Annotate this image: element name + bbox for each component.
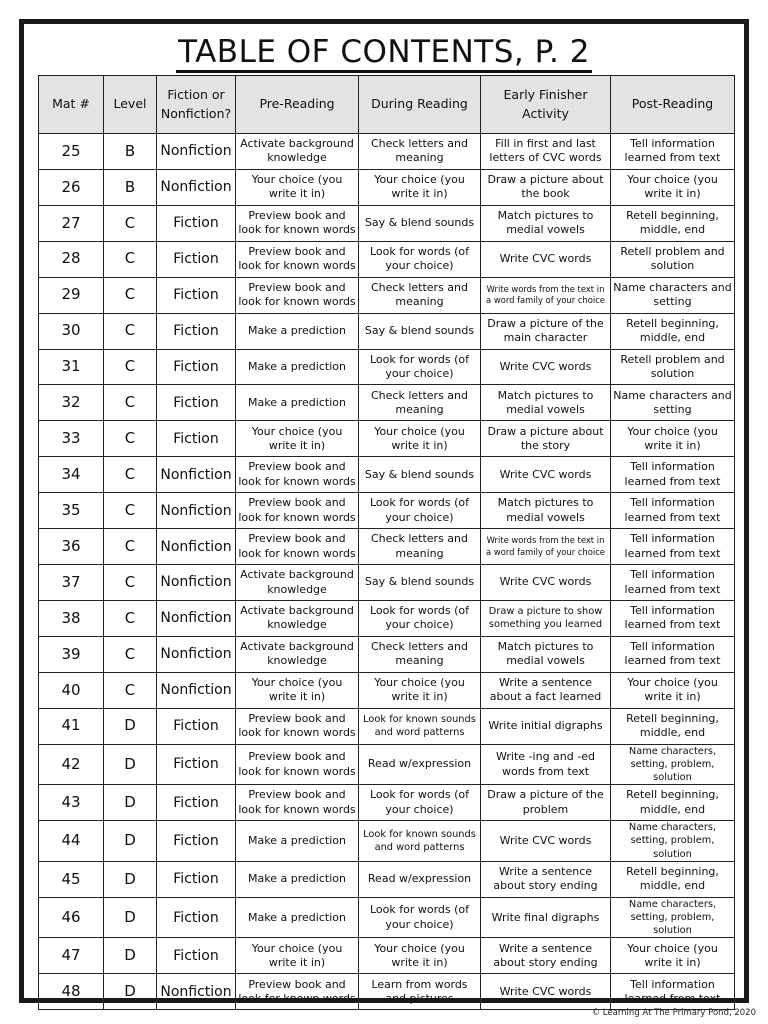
cell-post-reading: Retell problem and solution: [611, 349, 735, 385]
cell-during-reading: Say & blend sounds: [359, 565, 481, 601]
cell-pre-reading: Make a prediction: [236, 313, 359, 349]
table-row: [39, 457, 735, 493]
table-row: [39, 708, 735, 744]
cell-during-reading: Look for words (of your choice): [359, 349, 481, 385]
cell-post-reading: Retell beginning, middle, end: [611, 708, 735, 744]
cell-during-reading: Look for known sounds and word patterns: [359, 821, 481, 862]
cell-fiction-type: Fiction: [157, 861, 236, 897]
table-row: [39, 897, 735, 938]
cell-pre-reading: Your choice (you write it in): [236, 938, 359, 974]
cell-post-reading: Name characters and setting: [611, 385, 735, 421]
page-title: TABLE OF CONTENTS, P. 2: [24, 34, 744, 70]
cell-level: D: [104, 821, 157, 862]
cell-fiction-type: Nonfiction: [157, 169, 236, 205]
cell-pre-reading: Preview book and look for known words: [236, 205, 359, 241]
cell-mat-number: 47: [39, 938, 104, 974]
cell-post-reading: Tell information learned from text: [611, 565, 735, 601]
table-header-row: [39, 76, 735, 134]
header-early-finisher: Early Finisher Activity: [481, 76, 611, 134]
cell-post-reading: Retell beginning, middle, end: [611, 313, 735, 349]
cell-level: C: [104, 529, 157, 565]
cell-early-finisher: Match pictures to medial vowels: [481, 205, 611, 241]
cell-fiction-type: Fiction: [157, 897, 236, 938]
cell-early-finisher: Write CVC words: [481, 457, 611, 493]
cell-level: C: [104, 493, 157, 529]
cell-during-reading: Look for words (of your choice): [359, 600, 481, 636]
cell-level: D: [104, 938, 157, 974]
cell-mat-number: 43: [39, 785, 104, 821]
cell-post-reading: Tell information learned from text: [611, 600, 735, 636]
cell-pre-reading: Make a prediction: [236, 861, 359, 897]
cell-fiction-type: Nonfiction: [157, 565, 236, 601]
cell-level: D: [104, 897, 157, 938]
cell-mat-number: 44: [39, 821, 104, 862]
cell-pre-reading: Activate background knowledge: [236, 600, 359, 636]
cell-level: C: [104, 421, 157, 457]
cell-during-reading: Read w/expression: [359, 744, 481, 785]
table-row: [39, 529, 735, 565]
cell-post-reading: Retell beginning, middle, end: [611, 785, 735, 821]
cell-early-finisher: Draw a picture to show something you learned: [481, 600, 611, 636]
table-row: [39, 134, 735, 170]
header-level: Level: [104, 76, 157, 134]
cell-pre-reading: Preview book and look for known words: [236, 529, 359, 565]
cell-mat-number: 41: [39, 708, 104, 744]
cell-fiction-type: Fiction: [157, 385, 236, 421]
cell-post-reading: Name characters, setting, problem, solution: [611, 897, 735, 938]
cell-early-finisher: Match pictures to medial vowels: [481, 385, 611, 421]
table-row: [39, 672, 735, 708]
cell-early-finisher: Write words from the text in a word family of your choice: [481, 277, 611, 313]
table-row: [39, 349, 735, 385]
cell-level: C: [104, 636, 157, 672]
cell-during-reading: Look for words (of your choice): [359, 897, 481, 938]
cell-fiction-type: Fiction: [157, 313, 236, 349]
cell-fiction-type: Nonfiction: [157, 974, 236, 1010]
cell-early-finisher: Write CVC words: [481, 241, 611, 277]
cell-fiction-type: Fiction: [157, 349, 236, 385]
cell-level: C: [104, 457, 157, 493]
cell-mat-number: 33: [39, 421, 104, 457]
table-row: [39, 169, 735, 205]
table-row: [39, 277, 735, 313]
cell-mat-number: 27: [39, 205, 104, 241]
table-row: [39, 385, 735, 421]
cell-during-reading: Check letters and meaning: [359, 385, 481, 421]
cell-fiction-type: Nonfiction: [157, 600, 236, 636]
copyright-notice: © Learning At The Primary Pond, 2020: [591, 1008, 756, 1018]
header-during-reading: During Reading: [359, 76, 481, 134]
cell-level: C: [104, 349, 157, 385]
cell-level: C: [104, 600, 157, 636]
cell-mat-number: 32: [39, 385, 104, 421]
cell-level: C: [104, 241, 157, 277]
table-row: [39, 313, 735, 349]
cell-during-reading: Look for words (of your choice): [359, 493, 481, 529]
cell-mat-number: 42: [39, 744, 104, 785]
cell-during-reading: Look for words (of your choice): [359, 241, 481, 277]
cell-post-reading: Name characters, setting, problem, solution: [611, 821, 735, 862]
cell-pre-reading: Preview book and look for known words: [236, 493, 359, 529]
cell-fiction-type: Fiction: [157, 785, 236, 821]
cell-early-finisher: Write a sentence about a fact learned: [481, 672, 611, 708]
cell-mat-number: 28: [39, 241, 104, 277]
cell-early-finisher: Fill in first and last letters of CVC words: [481, 134, 611, 170]
cell-post-reading: Retell beginning, middle, end: [611, 861, 735, 897]
cell-post-reading: Your choice (you write it in): [611, 938, 735, 974]
cell-pre-reading: Preview book and look for known words: [236, 744, 359, 785]
cell-level: C: [104, 385, 157, 421]
cell-post-reading: Retell beginning, middle, end: [611, 205, 735, 241]
cell-during-reading: Learn from words and pictures: [359, 974, 481, 1010]
cell-pre-reading: Activate background knowledge: [236, 134, 359, 170]
cell-level: C: [104, 672, 157, 708]
cell-fiction-type: Fiction: [157, 744, 236, 785]
cell-post-reading: Your choice (you write it in): [611, 421, 735, 457]
cell-pre-reading: Your choice (you write it in): [236, 169, 359, 205]
cell-fiction-type: Fiction: [157, 421, 236, 457]
cell-during-reading: Check letters and meaning: [359, 277, 481, 313]
cell-post-reading: Tell information learned from text: [611, 457, 735, 493]
cell-during-reading: Check letters and meaning: [359, 529, 481, 565]
cell-post-reading: Tell information learned from text: [611, 529, 735, 565]
cell-fiction-type: Fiction: [157, 205, 236, 241]
header-post-reading: Post-Reading: [611, 76, 735, 134]
cell-early-finisher: Write final digraphs: [481, 897, 611, 938]
cell-during-reading: Read w/expression: [359, 861, 481, 897]
table-row: [39, 785, 735, 821]
cell-fiction-type: Nonfiction: [157, 457, 236, 493]
cell-level: D: [104, 744, 157, 785]
cell-mat-number: 46: [39, 897, 104, 938]
cell-mat-number: 37: [39, 565, 104, 601]
cell-early-finisher: Write a sentence about story ending: [481, 861, 611, 897]
cell-early-finisher: Write a sentence about story ending: [481, 938, 611, 974]
cell-during-reading: Check letters and meaning: [359, 636, 481, 672]
cell-during-reading: Say & blend sounds: [359, 205, 481, 241]
cell-post-reading: Tell information learned from text: [611, 493, 735, 529]
table-row: [39, 241, 735, 277]
header-pre-reading: Pre-Reading: [236, 76, 359, 134]
cell-early-finisher: Draw a picture about the book: [481, 169, 611, 205]
cell-pre-reading: Your choice (you write it in): [236, 672, 359, 708]
cell-level: C: [104, 313, 157, 349]
cell-pre-reading: Make a prediction: [236, 897, 359, 938]
cell-pre-reading: Preview book and look for known words: [236, 974, 359, 1010]
cell-early-finisher: Write CVC words: [481, 349, 611, 385]
cell-mat-number: 34: [39, 457, 104, 493]
cell-pre-reading: Make a prediction: [236, 821, 359, 862]
cell-post-reading: Tell information learned from text: [611, 134, 735, 170]
cell-early-finisher: Write CVC words: [481, 821, 611, 862]
cell-early-finisher: Match pictures to medial vowels: [481, 636, 611, 672]
cell-mat-number: 35: [39, 493, 104, 529]
cell-post-reading: Tell information learned from text: [611, 636, 735, 672]
cell-level: C: [104, 205, 157, 241]
cell-pre-reading: Make a prediction: [236, 349, 359, 385]
cell-pre-reading: Activate background knowledge: [236, 565, 359, 601]
cell-early-finisher: Write initial digraphs: [481, 708, 611, 744]
cell-level: B: [104, 134, 157, 170]
cell-level: D: [104, 708, 157, 744]
cell-level: D: [104, 974, 157, 1010]
cell-early-finisher: Draw a picture about the story: [481, 421, 611, 457]
table-row: [39, 744, 735, 785]
cell-pre-reading: Preview book and look for known words: [236, 785, 359, 821]
cell-during-reading: Look for known sounds and word patterns: [359, 708, 481, 744]
cell-mat-number: 48: [39, 974, 104, 1010]
cell-early-finisher: Draw a picture of the main character: [481, 313, 611, 349]
cell-mat-number: 25: [39, 134, 104, 170]
cell-early-finisher: Write CVC words: [481, 565, 611, 601]
header-fiction-nonfiction: Fiction or Nonfiction?: [157, 76, 236, 134]
table-row: [39, 821, 735, 862]
table-row: [39, 205, 735, 241]
cell-fiction-type: Fiction: [157, 938, 236, 974]
cell-early-finisher: Match pictures to medial vowels: [481, 493, 611, 529]
cell-early-finisher: Draw a picture of the problem: [481, 785, 611, 821]
cell-level: C: [104, 277, 157, 313]
cell-mat-number: 36: [39, 529, 104, 565]
table-row: [39, 636, 735, 672]
cell-pre-reading: Activate background knowledge: [236, 636, 359, 672]
header-mat-number: Mat #: [39, 76, 104, 134]
cell-fiction-type: Nonfiction: [157, 493, 236, 529]
page-frame: [19, 19, 749, 1003]
cell-during-reading: Say & blend sounds: [359, 313, 481, 349]
cell-mat-number: 29: [39, 277, 104, 313]
table-row: [39, 493, 735, 529]
contents-table: [38, 75, 735, 1010]
cell-mat-number: 40: [39, 672, 104, 708]
cell-early-finisher: Write words from the text in a word family of your choice: [481, 529, 611, 565]
cell-pre-reading: Preview book and look for known words: [236, 708, 359, 744]
cell-during-reading: Check letters and meaning: [359, 134, 481, 170]
cell-level: D: [104, 785, 157, 821]
cell-mat-number: 45: [39, 861, 104, 897]
cell-fiction-type: Nonfiction: [157, 636, 236, 672]
cell-mat-number: 39: [39, 636, 104, 672]
table-row: [39, 600, 735, 636]
cell-during-reading: Your choice (you write it in): [359, 421, 481, 457]
cell-pre-reading: Preview book and look for known words: [236, 457, 359, 493]
cell-fiction-type: Nonfiction: [157, 672, 236, 708]
table-row: [39, 565, 735, 601]
cell-fiction-type: Fiction: [157, 821, 236, 862]
cell-during-reading: Look for words (of your choice): [359, 785, 481, 821]
cell-pre-reading: Preview book and look for known words: [236, 241, 359, 277]
cell-early-finisher: Write -ing and -ed words from text: [481, 744, 611, 785]
table-row: [39, 861, 735, 897]
cell-pre-reading: Make a prediction: [236, 385, 359, 421]
cell-post-reading: Tell information learned from text: [611, 974, 735, 1010]
cell-during-reading: Say & blend sounds: [359, 457, 481, 493]
table-row: [39, 974, 735, 1010]
cell-post-reading: Name characters, setting, problem, solution: [611, 744, 735, 785]
cell-fiction-type: Nonfiction: [157, 529, 236, 565]
cell-during-reading: Your choice (you write it in): [359, 672, 481, 708]
cell-fiction-type: Fiction: [157, 708, 236, 744]
cell-pre-reading: Preview book and look for known words: [236, 277, 359, 313]
cell-fiction-type: Nonfiction: [157, 134, 236, 170]
cell-post-reading: Name characters and setting: [611, 277, 735, 313]
cell-early-finisher: Write CVC words: [481, 974, 611, 1010]
cell-fiction-type: Fiction: [157, 241, 236, 277]
table-row: [39, 421, 735, 457]
table-row: [39, 938, 735, 974]
cell-pre-reading: Your choice (you write it in): [236, 421, 359, 457]
cell-post-reading: Your choice (you write it in): [611, 169, 735, 205]
cell-level: B: [104, 169, 157, 205]
cell-post-reading: Your choice (you write it in): [611, 672, 735, 708]
cell-mat-number: 30: [39, 313, 104, 349]
cell-level: D: [104, 861, 157, 897]
cell-post-reading: Retell problem and solution: [611, 241, 735, 277]
cell-level: C: [104, 565, 157, 601]
cell-during-reading: Your choice (you write it in): [359, 938, 481, 974]
cell-fiction-type: Fiction: [157, 277, 236, 313]
cell-during-reading: Your choice (you write it in): [359, 169, 481, 205]
cell-mat-number: 31: [39, 349, 104, 385]
cell-mat-number: 26: [39, 169, 104, 205]
cell-mat-number: 38: [39, 600, 104, 636]
